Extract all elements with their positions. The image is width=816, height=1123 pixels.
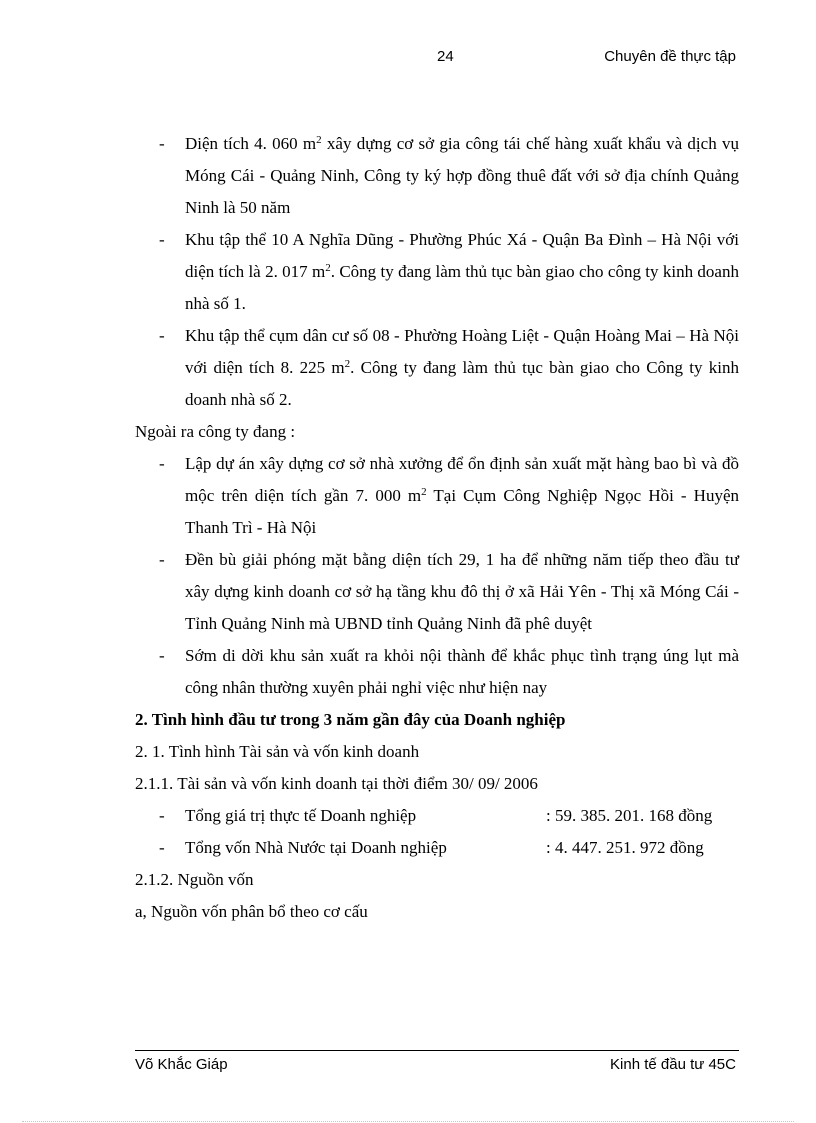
list-dash: - [159,646,165,665]
list-text: Đền bù giải phóng mặt bằng diện tích 29, 1 ha để những năm tiếp theo đầu tư xây dựng kinh doanh cơ sở hạ tầng khu đô thị ở xã Hải Yên - Thị xã Móng Cái - Tỉnh Quảng Ninh mà UBND tỉnh Quảng Ninh đã phê duyệt [185,550,739,633]
list-dash: - [159,550,165,569]
footer-author: Võ Khắc Giáp [135,1056,228,1073]
subsection-title: 2.1.1. Tài sản và vốn kinh doanh tại thời điểm 30/ 09/ 2006 [135,774,538,793]
value-amount: : 4. 447. 251. 972 đồng [546,838,704,857]
value-label: Tổng vốn Nhà Nước tại Doanh nghiệp [185,838,447,857]
list-item [135,640,739,704]
paragraph-intro: Ngoài ra công ty đang : [135,422,296,441]
list-text: Khu tập thể cụm dân cư số 08 - Phường Hoàng Liệt - Quận Hoàng Mai – Hà Nội với diện tích 8. 225 m [185,326,739,377]
value-label: Tổng giá trị thực tế Doanh nghiệp [185,806,417,825]
superscript: 2 [344,358,351,370]
list-dash: - [159,326,165,345]
footer-rule [135,1050,739,1051]
page-number: 24 [437,48,454,65]
list-text: Sớm di dời khu sản xuất ra khỏi nội thành để khắc phục tình trạng úng lụt mà công nhân thường xuyên phải nghỉ việc như hiện nay [185,646,739,697]
value-row [135,832,739,864]
list-text: Diện tích 4. 060 m [185,134,317,153]
value-amount: : 59. 385. 201. 168 đồng [546,806,713,825]
header-doc-title: Chuyên đề thực tập [604,48,736,65]
subsection-title: 2.1.2. Nguồn vốn [135,870,254,889]
list-item [135,128,739,224]
section-heading: 2. Tình hình đầu tư trong 3 năm gần đây của Doanh nghiệp [135,710,566,729]
list-text-cont: Tại Cụm Công Nghiệp Ngọc Hồi - Huyện Thanh Trì - Hà Nội [185,486,739,537]
subsection-title: 2. 1. Tình hình Tài sản và vốn kinh doanh [135,742,420,761]
list-text: Lập dự án xây dựng cơ sở nhà xưởng để ổn định sản xuất mặt hàng bao bì và đồ mộc trên diện tích gần 7. 000 m [185,454,739,505]
list-text-cont: xây dựng cơ sở gia công tái chế hàng xuất khẩu và dịch vụ Móng Cái - Quảng Ninh, Công ty ký hợp đồng thuê đất với sở địa chính Quảng Ninh là 50 năm [185,134,739,217]
list-text-cont: . Công ty đang làm thủ tục bàn giao cho Công ty kinh doanh nhà số 2. [185,358,739,409]
list-dash: - [159,134,165,153]
superscript: 2 [316,134,322,146]
list-item [135,320,739,416]
list-text-cont: . Công ty đang làm thủ tục bàn giao cho công ty kinh doanh nhà số 1. [185,262,739,313]
superscript: 2 [325,262,331,274]
list-item [135,544,739,640]
subsection-title: a, Nguồn vốn phân bổ theo cơ cấu [135,902,368,921]
list-dash: - [159,230,165,249]
document-body [135,128,739,928]
list-dash: - [159,838,165,857]
list-item [135,224,739,320]
page-edge-divider [22,1121,794,1122]
value-row [135,800,739,832]
list-item [135,448,739,544]
footer-course: Kinh tế đầu tư 45C [610,1056,736,1073]
list-dash: - [159,806,165,825]
list-dash: - [159,454,165,473]
list-text: Khu tập thể 10 A Nghĩa Dũng - Phường Phúc Xá - Quận Ba Đình – Hà Nội với diện tích là 2. 017 m [185,230,739,281]
superscript: 2 [421,486,427,498]
